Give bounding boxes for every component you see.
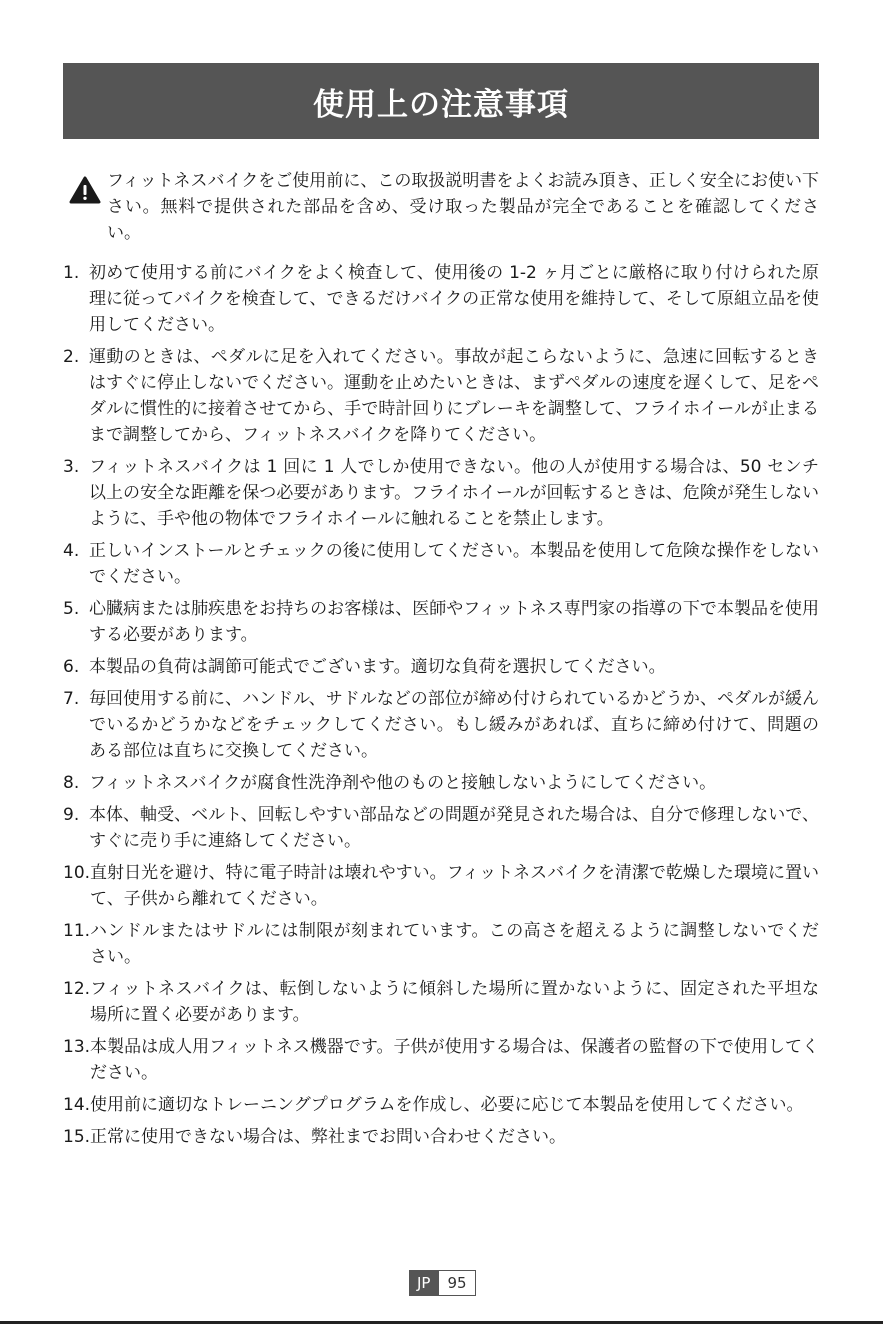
precaution-number: 3.	[63, 457, 80, 477]
precaution-item	[63, 770, 819, 796]
precaution-text: フィットネスバイクは、転倒しないように傾斜した場所に置かないように、固定された平坦な場所に置く必要があります。	[90, 979, 819, 1025]
precaution-item	[63, 1034, 819, 1086]
precaution-text: 使用前に適切なトレーニングプログラムを作成し、必要に応じて本製品を使用してください。	[90, 1095, 804, 1115]
precaution-item	[63, 654, 819, 680]
precaution-item	[63, 344, 819, 448]
precaution-item	[63, 260, 819, 338]
precaution-number: 1.	[63, 263, 80, 283]
precaution-number: 9.	[63, 805, 80, 825]
precaution-number: 11.	[63, 921, 91, 941]
warning-text: フィットネスバイクをご使用前に、この取扱説明書をよくお読み頂き、正しく安全にお使い下さい。無料で提供された部品を含め、受け取った製品が完全であることを確認してください。	[107, 171, 819, 243]
precaution-text: 直射日光を避け、特に電子時計は壊れやすい。フィットネスバイクを清潔で乾燥した環境に置いて、子供から離れてください。	[90, 863, 819, 909]
precaution-text: 本製品の負荷は調節可能式でございます。適切な負荷を選択してください。	[89, 657, 666, 677]
precaution-item	[63, 596, 819, 648]
precaution-number: 6.	[63, 657, 80, 677]
precaution-number: 5.	[63, 599, 80, 619]
precaution-text: 本製品は成人用フィットネス機器です。子供が使用する場合は、保護者の監督の下で使用してください。	[90, 1037, 819, 1083]
precaution-item	[63, 454, 819, 532]
page-number: 95	[438, 1270, 475, 1296]
precaution-item	[63, 1092, 819, 1118]
precaution-text: 本体、軸受、ベルト、回転しやすい部品などの問題が発見された場合は、自分で修理しないで、すぐに売り手に連絡してください。	[89, 805, 819, 851]
precaution-item	[63, 860, 819, 912]
precaution-text: フィットネスバイクが腐食性洗浄剤や他のものと接触しないようにしてください。	[89, 773, 717, 793]
page-footer	[409, 1270, 476, 1296]
precaution-number: 7.	[63, 689, 80, 709]
precaution-number: 2.	[63, 347, 80, 367]
precaution-number: 14.	[63, 1095, 91, 1115]
precaution-item	[63, 1124, 819, 1150]
precaution-number: 10.	[63, 863, 91, 883]
precaution-text: 心臓病または肺疾患をお持ちのお客様は、医師やフィットネス専門家の指導の下で本製品を使用する必要があります。	[89, 599, 819, 645]
warning-notice	[63, 168, 819, 246]
page-header	[63, 63, 819, 139]
precaution-text: 運動のときは、ペダルに足を入れてください。事故が起こらないように、急速に回転するときはすぐに停止しないでください。運動を止めたいときは、まずペダルの速度を遅くして、足をペダルに慣性的に接着させてから、手で時計回りにブレーキを調整して、フライホイールが止まるまで調整してから、フィットネスバイクを降りてください。	[89, 347, 819, 445]
precaution-item	[63, 976, 819, 1028]
precaution-text: 毎回使用する前に、ハンドル、サドルなどの部位が締め付けられているかどうか、ペダルが緩んでいるかどうかなどをチェックしてください。もし緩みがあれば、直ちに締め付けて、問題のある部位は直ちに交換してください。	[89, 689, 819, 761]
precaution-number: 4.	[63, 541, 80, 561]
precaution-text: 初めて使用する前にバイクをよく検査して、使用後の 1-2 ヶ月ごとに厳格に取り付けられた原理に従ってバイクを検査して、できるだけバイクの正常な使用を維持して、そして原組立品を使用してください。	[89, 263, 819, 335]
warning-triangle-icon	[63, 168, 107, 246]
precaution-item	[63, 686, 819, 764]
precaution-number: 12.	[63, 979, 91, 999]
precaution-text: 正常に使用できない場合は、弊社までお問い合わせください。	[90, 1127, 567, 1147]
precaution-number: 8.	[63, 773, 80, 793]
precaution-item	[63, 802, 819, 854]
precaution-item	[63, 538, 819, 590]
precaution-text: フィットネスバイクは 1 回に 1 人でしか使用できない。他の人が使用する場合は、50 センチ以上の安全な距離を保つ必要があります。フライホイールが回転するときは、危険が発生しないように、手や他の物体でフライホイールに触れることを禁止します。	[89, 457, 819, 529]
precaution-number: 15.	[63, 1127, 91, 1147]
precaution-item	[63, 918, 819, 970]
precaution-number: 13.	[63, 1037, 91, 1057]
precaution-list	[63, 260, 819, 1156]
precaution-text: 正しいインストールとチェックの後に使用してください。本製品を使用して危険な操作をしないでください。	[89, 541, 819, 587]
precaution-text: ハンドルまたはサドルには制限が刻まれています。この高さを超えるように調整しないでください。	[90, 921, 819, 967]
language-badge: JP	[409, 1270, 438, 1296]
page-title: 使用上の注意事項	[313, 86, 569, 123]
